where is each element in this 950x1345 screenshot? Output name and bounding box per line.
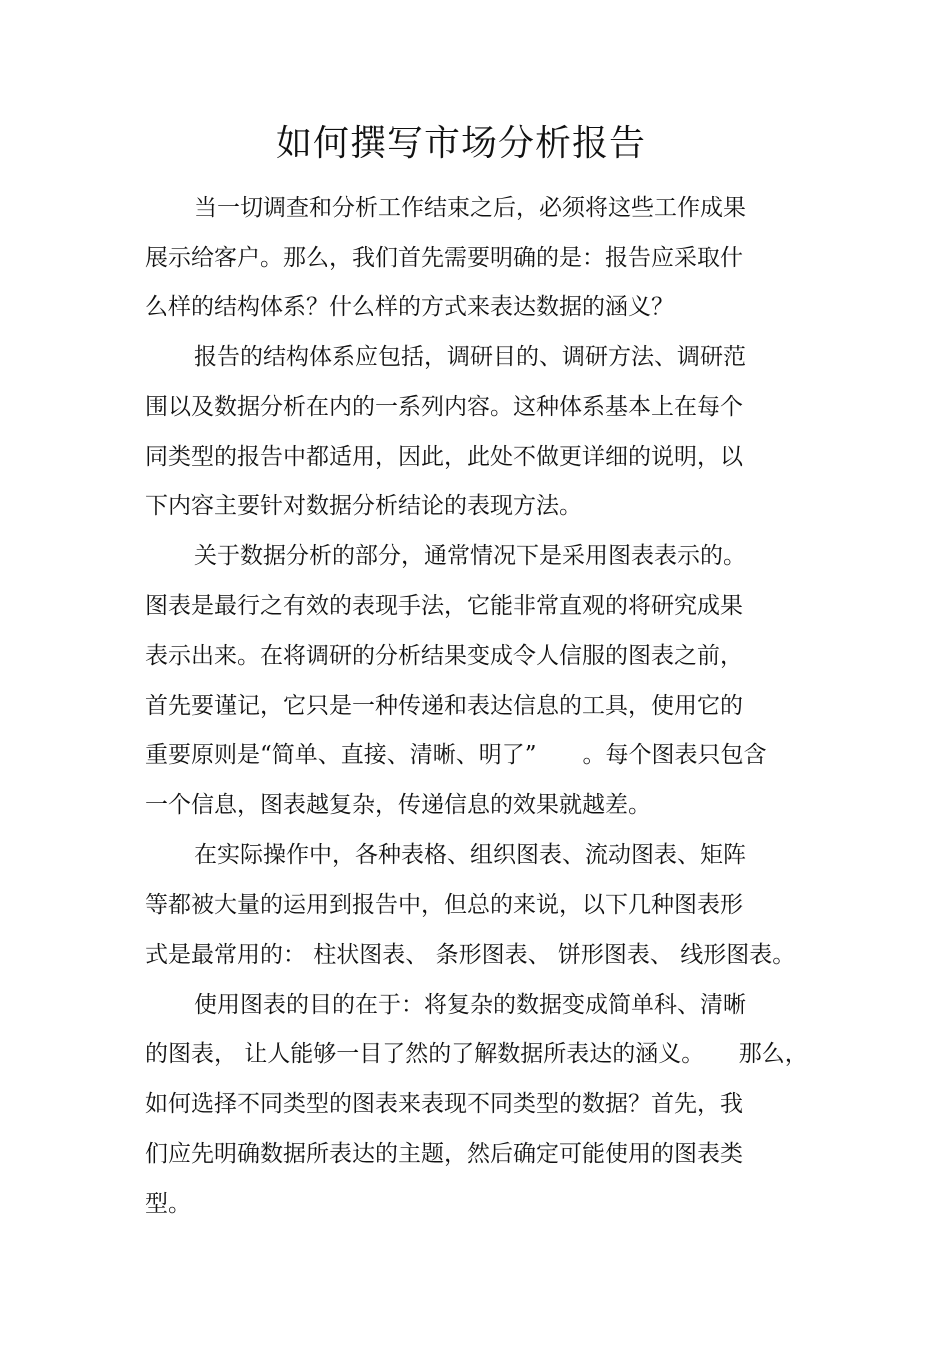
document-title: 如何撰写市场分析报告	[275, 123, 646, 164]
paragraph-5-line-3: 如何选择不同类型的图表来表现不同类型的数据？首先，我	[145, 1091, 743, 1117]
paragraph-4-line-3: 式是最常用的： 柱状图表、 条形图表、 饼形图表、 线形图表。	[145, 942, 796, 968]
paragraph-1-line-1: 当一切调查和分析工作结束之后，必须将这些工作成果	[194, 195, 746, 221]
paragraph-4-line-2: 等都被大量的运用到报告中，但总的来说，以下几种图表形	[145, 892, 743, 918]
paragraph-5-line-2: 的图表， 让人能够一目了然的了解数据所表达的涵义。 那么，	[145, 1041, 808, 1067]
paragraph-3-line-2: 图表是最行之有效的表现手法，它能非常直观的将研究成果	[145, 593, 743, 619]
paragraph-2-line-3: 同类型的报告中都适用，因此，此处不做更详细的说明，以	[145, 444, 743, 470]
paragraph-1-line-3: 么样的结构体系？什么样的方式来表达数据的涵义？	[145, 294, 674, 320]
paragraph-1-line-2: 展示给客户。那么，我们首先需要明确的是：报告应采取什	[145, 245, 743, 271]
paragraph-2-line-1: 报告的结构体系应包括，调研目的、调研方法、调研范	[194, 344, 746, 370]
paragraph-3-line-5: 重要原则是“简单、直接、清晰、明了” 。每个图表只包含	[145, 742, 767, 768]
paragraph-2-line-4: 下内容主要针对数据分析结论的表现方法。	[145, 493, 582, 519]
paragraph-5-line-4: 们应先明确数据所表达的主题，然后确定可能使用的图表类	[145, 1141, 743, 1167]
paragraph-2-line-2: 围以及数据分析在内的一系列内容。这种体系基本上在每个	[145, 394, 743, 420]
paragraph-5-line-1: 使用图表的目的在于：将复杂的数据变成简单科、清晰	[194, 992, 746, 1018]
paragraph-3-line-3: 表示出来。在将调研的分析结果变成令人信服的图表之前，	[145, 643, 743, 669]
paragraph-3-line-6: 一个信息，图表越复杂，传递信息的效果就越差。	[145, 792, 651, 818]
paragraph-5-line-5: 型。	[145, 1191, 191, 1217]
paragraph-3-line-4: 首先要谨记，它只是一种传递和表达信息的工具，使用它的	[145, 693, 743, 719]
paragraph-3-line-1: 关于数据分析的部分，通常情况下是采用图表表示的。	[194, 543, 746, 569]
paragraph-4-line-1: 在实际操作中，各种表格、组织图表、流动图表、矩阵	[194, 842, 746, 868]
